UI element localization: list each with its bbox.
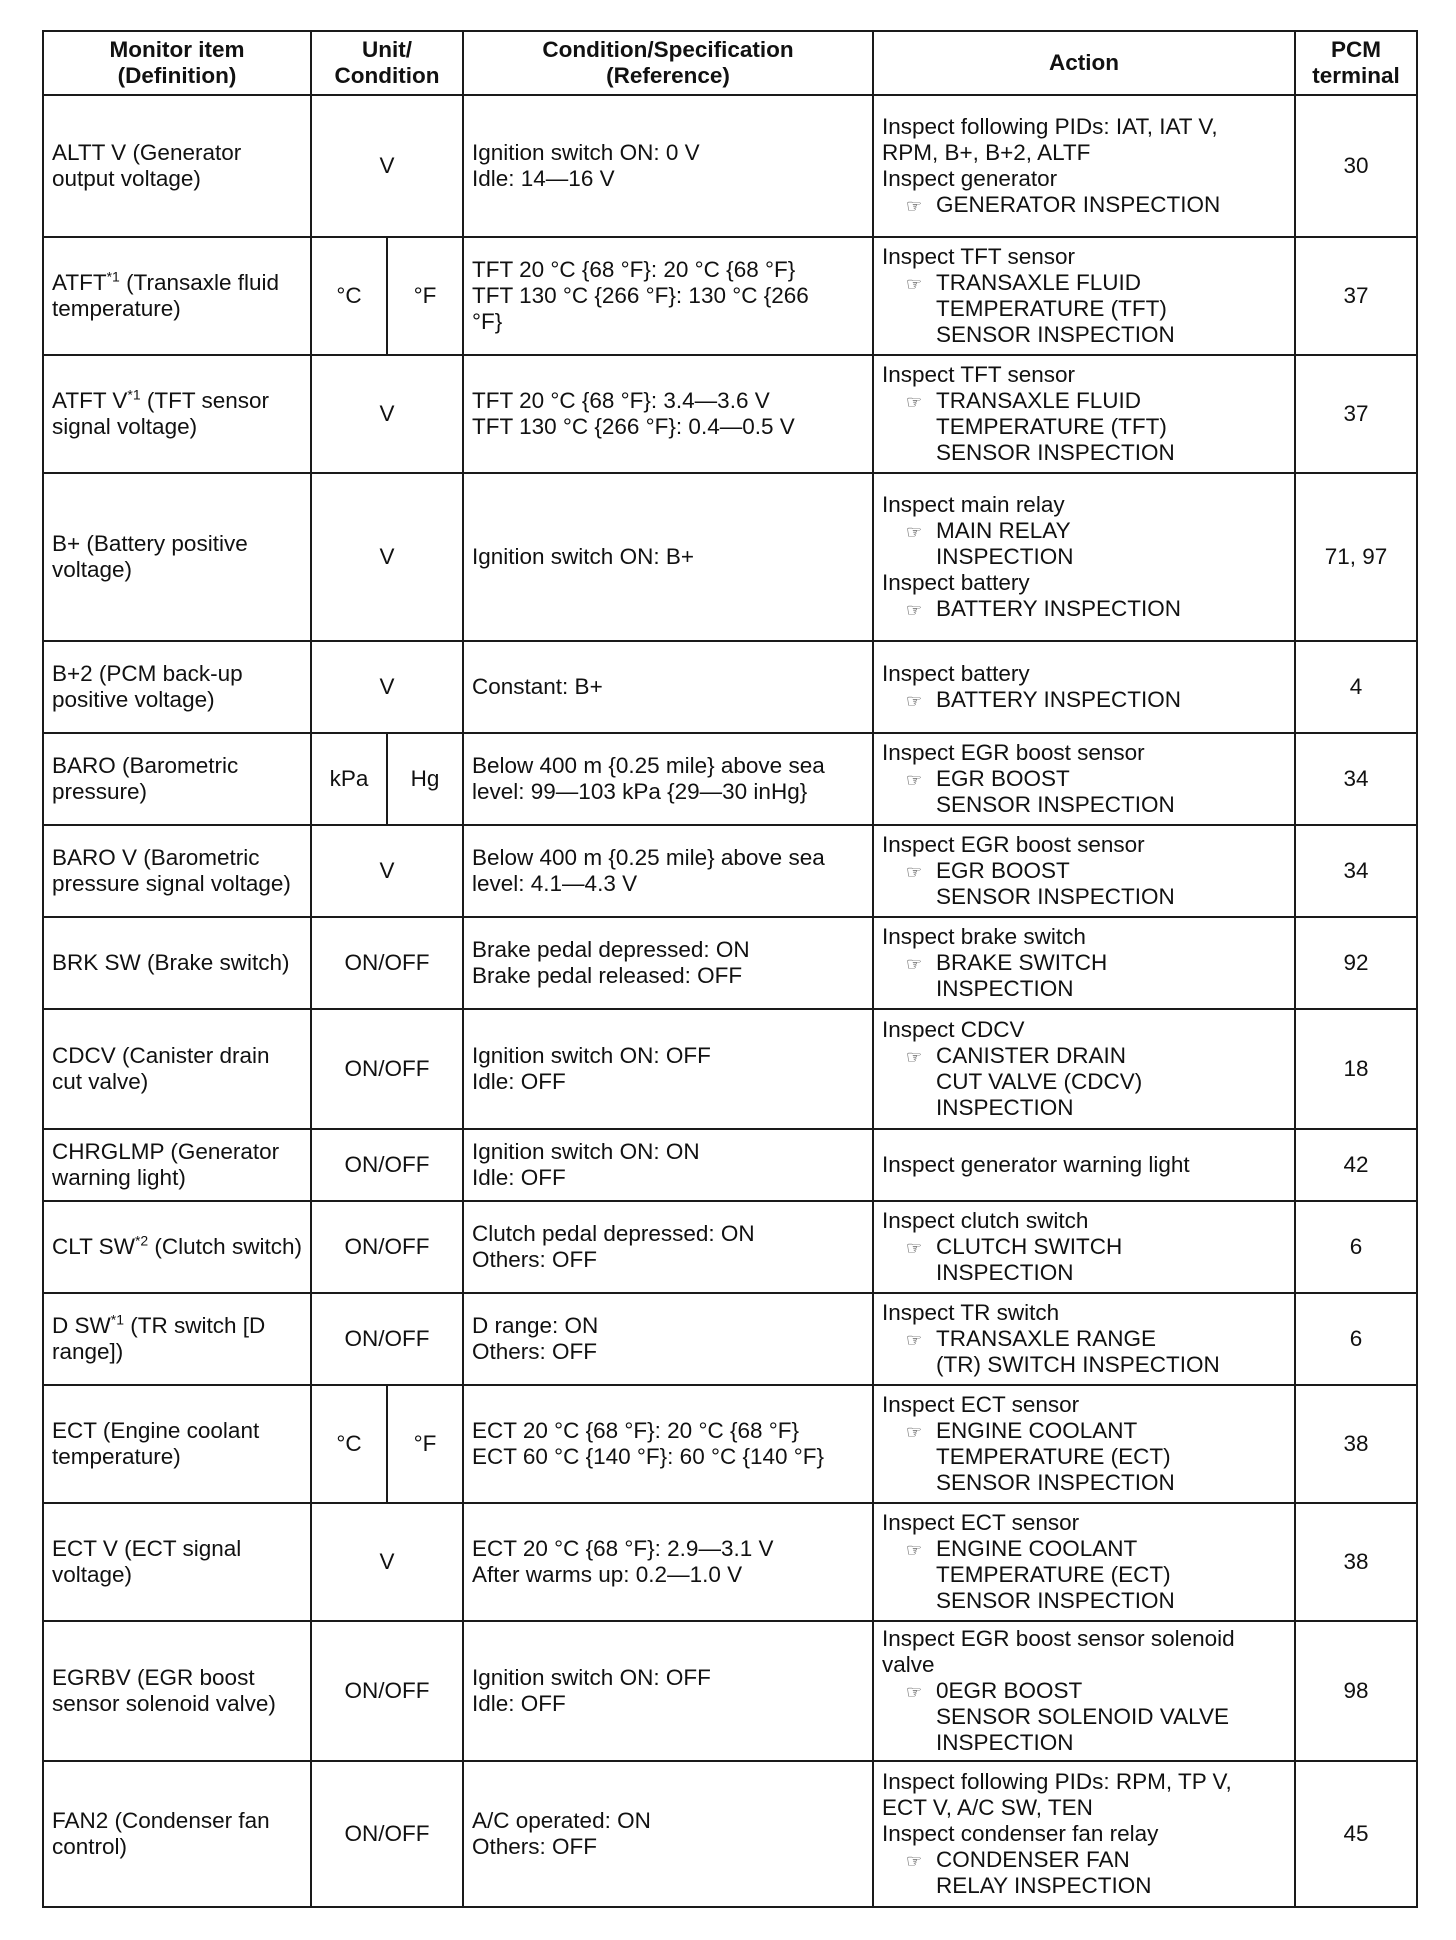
monitor-table-page xyxy=(42,30,1416,1908)
condition-cell xyxy=(463,1201,873,1293)
monitor-item-cell: B+2 (PCM back-up positive voltage) xyxy=(43,641,311,733)
header-monitor-item: Monitor item (Definition) xyxy=(43,31,311,95)
condition-line: Constant: B+ xyxy=(472,674,603,699)
action-line: valve xyxy=(882,1652,935,1677)
unit-cell: ON/OFF xyxy=(311,1293,463,1385)
condition-cell xyxy=(463,641,873,733)
action-cell xyxy=(873,95,1295,237)
table-row xyxy=(43,733,1417,825)
table-row xyxy=(43,1621,1417,1761)
action-cell xyxy=(873,1761,1295,1907)
condition-line: TFT 130 °C {266 °F}: 130 °C {266 xyxy=(472,283,809,308)
unit-cell: °F xyxy=(387,1385,463,1503)
header-unit-condition: Unit/ Condition xyxy=(311,31,463,95)
reference-text: EGR BOOST SENSOR INSPECTION xyxy=(936,766,1175,817)
pcm-terminal-cell: 37 xyxy=(1295,355,1417,473)
action-line: Inspect TR switch xyxy=(882,1300,1060,1325)
action-line: Inspect main relay xyxy=(882,491,1065,517)
action-line: Inspect clutch switch xyxy=(882,1208,1089,1233)
monitor-item-cell: FAN2 (Condenser fan control) xyxy=(43,1761,311,1907)
action-line: Inspect EGR boost sensor xyxy=(882,740,1145,765)
condition-cell xyxy=(463,473,873,641)
condition-line: Others: OFF xyxy=(472,1339,598,1364)
unit-cell: °C xyxy=(311,1385,387,1503)
table-row xyxy=(43,1761,1417,1907)
condition-line: Idle: OFF xyxy=(472,1691,566,1716)
action-line: Inspect battery xyxy=(882,660,1030,686)
reference-text: BATTERY INSPECTION xyxy=(936,686,1182,712)
reference-link xyxy=(882,766,1286,818)
condition-cell xyxy=(463,1503,873,1621)
reference-link xyxy=(882,518,1286,570)
condition-line: Ignition switch ON: 0 V xyxy=(472,140,700,165)
condition-cell xyxy=(463,917,873,1009)
unit-cell: V xyxy=(311,1503,463,1621)
condition-line: ECT 20 °C {68 °F}: 20 °C {68 °F} xyxy=(472,1418,799,1443)
table-row xyxy=(43,355,1417,473)
monitor-item-cell: D SW$^{*1}$ (TR switch [D range]) xyxy=(43,1293,311,1385)
table-row xyxy=(43,1201,1417,1293)
condition-line: TFT 130 °C {266 °F}: 0.4—0.5 V xyxy=(472,414,795,439)
reference-arrow-icon: ☞ xyxy=(906,521,923,542)
table-row xyxy=(43,1009,1417,1129)
action-line: Inspect following PIDs: IAT, IAT V, xyxy=(882,113,1218,139)
reference-link xyxy=(882,1536,1286,1614)
reference-link xyxy=(882,1678,1286,1756)
condition-line: Ignition switch ON: OFF xyxy=(472,1665,711,1690)
reference-arrow-icon: ☞ xyxy=(906,195,923,216)
reference-arrow-icon: ☞ xyxy=(906,954,923,974)
unit-cell: ON/OFF xyxy=(311,917,463,1009)
monitor-item-cell: CLT SW$^{*2}$ (Clutch switch) xyxy=(43,1201,311,1293)
action-cell xyxy=(873,1621,1295,1761)
monitor-item-cell: BARO (Barometric pressure) xyxy=(43,733,311,825)
table-row xyxy=(43,1503,1417,1621)
action-line: Inspect generator xyxy=(882,165,1058,191)
condition-cell xyxy=(463,1009,873,1129)
action-cell xyxy=(873,1129,1295,1201)
unit-cell: ON/OFF xyxy=(311,1621,463,1761)
unit-cell: V xyxy=(311,473,463,641)
pcm-terminal-cell: 38 xyxy=(1295,1503,1417,1621)
reference-link xyxy=(882,1326,1286,1378)
pcm-terminal-cell: 30 xyxy=(1295,95,1417,237)
monitor-item-cell: BARO V (Barometric pressure signal voltage) xyxy=(43,825,311,917)
unit-cell: V xyxy=(311,95,463,237)
monitor-item-cell: B+ (Battery positive voltage) xyxy=(43,473,311,641)
reference-link xyxy=(882,950,1286,1002)
table-row xyxy=(43,1385,1417,1503)
reference-text: CLUTCH SWITCH INSPECTION xyxy=(936,1234,1123,1285)
header-condition-specification: Condition/Specification (Reference) xyxy=(463,31,873,95)
pcm-terminal-cell: 34 xyxy=(1295,733,1417,825)
condition-cell xyxy=(463,733,873,825)
reference-arrow-icon: ☞ xyxy=(906,862,923,882)
pcm-terminal-cell: 37 xyxy=(1295,237,1417,355)
condition-line: A/C operated: ON xyxy=(472,1808,651,1833)
reference-text: CONDENSER FAN RELAY INSPECTION xyxy=(936,1847,1152,1898)
condition-line: Clutch pedal depressed: ON xyxy=(472,1221,755,1246)
reference-link xyxy=(882,858,1286,910)
condition-line: Ignition switch ON: OFF xyxy=(472,1043,711,1068)
table-row xyxy=(43,825,1417,917)
reference-link xyxy=(882,1847,1286,1899)
reference-text: MAIN RELAY INSPECTION xyxy=(936,517,1074,569)
pcm-terminal-cell: 34 xyxy=(1295,825,1417,917)
reference-text: ENGINE COOLANT TEMPERATURE (ECT) SENSOR INSPECTION xyxy=(936,1418,1175,1495)
action-cell xyxy=(873,1503,1295,1621)
condition-cell xyxy=(463,1761,873,1907)
action-line: Inspect generator warning light xyxy=(882,1152,1190,1177)
reference-text: GENERATOR INSPECTION xyxy=(936,191,1221,217)
table-row xyxy=(43,95,1417,237)
condition-line: Ignition switch ON: B+ xyxy=(472,544,694,569)
reference-arrow-icon: ☞ xyxy=(906,599,923,620)
table-row xyxy=(43,237,1417,355)
action-cell xyxy=(873,825,1295,917)
table-header-row xyxy=(43,31,1417,95)
condition-line: Idle: OFF xyxy=(472,1165,566,1190)
reference-arrow-icon: ☞ xyxy=(906,1540,923,1560)
pcm-terminal-cell: 4 xyxy=(1295,641,1417,733)
reference-link xyxy=(882,388,1286,466)
monitor-item-cell: BRK SW (Brake switch) xyxy=(43,917,311,1009)
reference-text: CANISTER DRAIN CUT VALVE (CDCV) INSPECTION xyxy=(936,1043,1143,1120)
reference-arrow-icon: ☞ xyxy=(906,1047,923,1067)
unit-cell: ON/OFF xyxy=(311,1201,463,1293)
unit-cell: V xyxy=(311,641,463,733)
action-line: Inspect ECT sensor xyxy=(882,1392,1080,1417)
table-row xyxy=(43,917,1417,1009)
footnote-marker: *1 xyxy=(127,386,141,403)
reference-arrow-icon: ☞ xyxy=(906,274,923,294)
action-line: Inspect CDCV xyxy=(882,1017,1025,1042)
condition-line: Ignition switch ON: ON xyxy=(472,1139,700,1164)
pcm-terminal-cell: 6 xyxy=(1295,1201,1417,1293)
action-line: Inspect battery xyxy=(882,569,1030,595)
unit-cell: V xyxy=(311,825,463,917)
reference-text: TRANSAXLE FLUID TEMPERATURE (TFT) SENSOR INSPECTION xyxy=(936,388,1175,465)
unit-cell: °F xyxy=(387,237,463,355)
action-line: Inspect condenser fan relay xyxy=(882,1821,1159,1846)
condition-line: level: 99—103 kPa {29—30 inHg} xyxy=(472,779,808,804)
unit-cell: ON/OFF xyxy=(311,1129,463,1201)
condition-cell xyxy=(463,1293,873,1385)
reference-link xyxy=(882,1234,1286,1286)
unit-cell: °C xyxy=(311,237,387,355)
action-cell xyxy=(873,1201,1295,1293)
condition-line: After warms up: 0.2—1.0 V xyxy=(472,1562,743,1587)
condition-cell xyxy=(463,825,873,917)
condition-line: TFT 20 °C {68 °F}: 20 °C {68 °F} xyxy=(472,257,796,282)
condition-cell xyxy=(463,1385,873,1503)
reference-link xyxy=(882,596,1286,623)
reference-arrow-icon: ☞ xyxy=(906,770,923,790)
condition-cell xyxy=(463,1129,873,1201)
pcm-terminal-cell: 42 xyxy=(1295,1129,1417,1201)
action-line: ECT V, A/C SW, TEN xyxy=(882,1795,1093,1820)
pid-monitor-table xyxy=(42,30,1418,1908)
action-cell xyxy=(873,1293,1295,1385)
condition-cell xyxy=(463,355,873,473)
pcm-terminal-cell: 98 xyxy=(1295,1621,1417,1761)
action-cell xyxy=(873,641,1295,733)
unit-cell: kPa xyxy=(311,733,387,825)
action-cell xyxy=(873,237,1295,355)
condition-line: Brake pedal released: OFF xyxy=(472,963,743,988)
reference-link xyxy=(882,192,1286,219)
footnote-marker: *1 xyxy=(110,1311,124,1328)
condition-cell xyxy=(463,237,873,355)
footnote-marker: *2 xyxy=(134,1232,149,1249)
table-row xyxy=(43,1293,1417,1385)
condition-line: Below 400 m {0.25 mile} above sea xyxy=(472,753,825,778)
condition-line: TFT 20 °C {68 °F}: 3.4—3.6 V xyxy=(472,388,770,413)
reference-arrow-icon: ☞ xyxy=(906,1330,923,1350)
reference-text: EGR BOOST SENSOR INSPECTION xyxy=(936,858,1175,909)
reference-arrow-icon: ☞ xyxy=(906,1238,923,1258)
condition-line: Idle: 14—16 V xyxy=(472,166,615,191)
condition-cell xyxy=(463,95,873,237)
action-line: Inspect EGR boost sensor solenoid xyxy=(882,1626,1235,1651)
header-action: Action xyxy=(873,31,1295,95)
unit-cell: ON/OFF xyxy=(311,1761,463,1907)
pcm-terminal-cell: 6 xyxy=(1295,1293,1417,1385)
reference-text: 0EGR BOOST SENSOR SOLENOID VALVE INSPECTION xyxy=(936,1678,1230,1755)
header-pcm-terminal: PCM terminal xyxy=(1295,31,1417,95)
table-row xyxy=(43,1129,1417,1201)
monitor-item-cell: EGRBV (EGR boost sensor solenoid valve) xyxy=(43,1621,311,1761)
action-cell xyxy=(873,355,1295,473)
action-cell xyxy=(873,733,1295,825)
reference-link xyxy=(882,687,1286,714)
action-cell xyxy=(873,473,1295,641)
pcm-terminal-cell: 45 xyxy=(1295,1761,1417,1907)
condition-line: Others: OFF xyxy=(472,1247,598,1272)
table-row xyxy=(43,473,1417,641)
reference-text: TRANSAXLE RANGE (TR) SWITCH INSPECTION xyxy=(936,1326,1220,1377)
condition-line: ECT 60 °C {140 °F}: 60 °C {140 °F} xyxy=(472,1444,825,1469)
action-line: Inspect brake switch xyxy=(882,924,1086,949)
reference-arrow-icon: ☞ xyxy=(906,1422,923,1442)
reference-link xyxy=(882,1418,1286,1496)
unit-cell: V xyxy=(311,355,463,473)
condition-cell xyxy=(463,1621,873,1761)
reference-text: BRAKE SWITCH INSPECTION xyxy=(936,950,1108,1001)
action-cell xyxy=(873,917,1295,1009)
action-line: RPM, B+, B+2, ALTF xyxy=(882,139,1091,165)
condition-line: level: 4.1—4.3 V xyxy=(472,871,638,896)
reference-text: ENGINE COOLANT TEMPERATURE (ECT) SENSOR INSPECTION xyxy=(936,1536,1175,1613)
condition-line: Others: OFF xyxy=(472,1834,598,1859)
reference-arrow-icon: ☞ xyxy=(906,392,923,412)
pcm-terminal-cell: 71, 97 xyxy=(1295,473,1417,641)
monitor-item-cell: ATFT $V^{*1}$ (TFT sensor signal voltage) xyxy=(43,355,311,473)
monitor-item-cell: ECT V (ECT signal voltage) xyxy=(43,1503,311,1621)
action-line: Inspect following PIDs: RPM, TP V, xyxy=(882,1769,1232,1794)
condition-line: Brake pedal depressed: ON xyxy=(472,937,750,962)
action-line: Inspect TFT sensor xyxy=(882,362,1075,387)
condition-line: Idle: OFF xyxy=(472,1069,566,1094)
reference-arrow-icon: ☞ xyxy=(906,690,923,711)
reference-link xyxy=(882,1043,1286,1121)
action-line: Inspect EGR boost sensor xyxy=(882,832,1145,857)
reference-text: TRANSAXLE FLUID TEMPERATURE (TFT) SENSOR INSPECTION xyxy=(936,270,1175,347)
monitor-item-cell: CHRGLMP (Generator warning light) xyxy=(43,1129,311,1201)
condition-line: °F} xyxy=(472,309,503,334)
footnote-marker: *1 xyxy=(106,268,120,285)
pcm-terminal-cell: 18 xyxy=(1295,1009,1417,1129)
condition-line: D range: ON xyxy=(472,1313,599,1338)
reference-arrow-icon: ☞ xyxy=(906,1851,923,1871)
reference-text: BATTERY INSPECTION xyxy=(936,595,1182,621)
monitor-item-cell: ATFT$^{*1}$ (Transaxle fluid temperature) xyxy=(43,237,311,355)
action-line: Inspect ECT sensor xyxy=(882,1510,1080,1535)
unit-cell: Hg xyxy=(387,733,463,825)
reference-arrow-icon: ☞ xyxy=(906,1682,923,1702)
pcm-terminal-cell: 38 xyxy=(1295,1385,1417,1503)
unit-cell: ON/OFF xyxy=(311,1009,463,1129)
condition-line: ECT 20 °C {68 °F}: 2.9—3.1 V xyxy=(472,1536,774,1561)
action-cell xyxy=(873,1009,1295,1129)
monitor-item-cell: ECT (Engine coolant temperature) xyxy=(43,1385,311,1503)
pcm-terminal-cell: 92 xyxy=(1295,917,1417,1009)
reference-link xyxy=(882,270,1286,348)
monitor-item-cell: CDCV (Canister drain cut valve) xyxy=(43,1009,311,1129)
action-cell xyxy=(873,1385,1295,1503)
action-line: Inspect TFT sensor xyxy=(882,244,1075,269)
condition-line: Below 400 m {0.25 mile} above sea xyxy=(472,845,825,870)
table-row xyxy=(43,641,1417,733)
monitor-item-cell: ALTT V (Generator output voltage) xyxy=(43,95,311,237)
